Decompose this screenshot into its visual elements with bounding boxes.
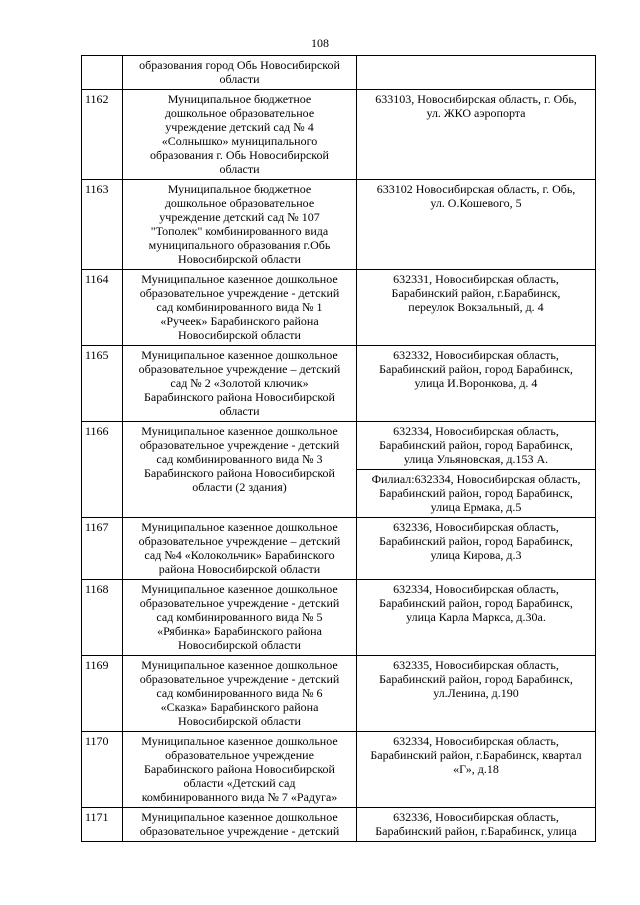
table-row: [82, 808, 596, 842]
institution-name: [123, 518, 357, 580]
institution-name: [123, 732, 357, 808]
institution-name-line: образовательное учреждение - детский: [139, 824, 340, 838]
address-line: ул.Ленина, д.190: [433, 686, 519, 700]
institution-address: [357, 732, 596, 808]
registry-table: [81, 55, 596, 842]
institution-address: [357, 656, 596, 732]
institution-address: [357, 56, 596, 90]
address-line: «Г», д.18: [453, 762, 499, 776]
institution-name-line: сад комбинированного вида № 3: [156, 452, 323, 466]
row-number: 1168: [82, 580, 123, 656]
table-row: [82, 180, 596, 270]
address-line: 632336, Новосибирская область,: [393, 520, 559, 534]
institution-name-line: Муниципальное казенное дошкольное: [141, 348, 338, 362]
institution-address: [357, 270, 596, 346]
institution-name-line: области (2 здания): [192, 480, 287, 494]
institution-name: [123, 808, 357, 842]
row-number: 1170: [82, 732, 123, 808]
address-line: Барабинский район, г.Барабинск, квартал: [370, 748, 582, 762]
address-line: 632334, Новосибирская область,: [393, 424, 559, 438]
institution-name-line: дошкольное образовательное: [164, 196, 315, 210]
institution-name-line: Новосибирской области: [178, 638, 301, 652]
institution-name: [123, 270, 357, 346]
address-line: ул. ЖКО аэропорта: [426, 106, 526, 120]
institution-name-line: Муниципальное казенное дошкольное: [141, 272, 338, 286]
table-row: [82, 90, 596, 180]
institution-name-line: Барабинского района Новосибирской: [144, 466, 335, 480]
institution-name-line: Муниципальное казенное дошкольное: [141, 520, 338, 534]
address-line: улица Ермака, д.5: [430, 500, 522, 514]
institution-name-line: Барабинского района Новосибирской: [144, 762, 335, 776]
institution-name-line: области «Детский сад: [183, 776, 296, 790]
address-line: 632336, Новосибирская область,: [393, 810, 559, 824]
address-line: 632332, Новосибирская область,: [393, 348, 559, 362]
institution-name-line: сад комбинированного вида № 5: [156, 610, 323, 624]
address-line: Барабинский район, город Барабинск,: [379, 362, 573, 376]
address-line: 632334, Новосибирская область,: [393, 734, 559, 748]
address-line: 633103, Новосибирская область, г. Обь,: [375, 92, 577, 106]
table-row: [82, 656, 596, 732]
address-line: 632331, Новосибирская область,: [393, 272, 559, 286]
institution-name: [123, 90, 357, 180]
institution-address: [357, 518, 596, 580]
row-number: 1164: [82, 270, 123, 346]
institution-name-line: Муниципальное казенное дошкольное: [141, 424, 338, 438]
institution-name: [123, 56, 357, 90]
address-line: Барабинский район, город Барабинск,: [379, 596, 573, 610]
table-row: [82, 518, 596, 580]
institution-name-line: образовательное учреждение - детский: [139, 596, 340, 610]
institution-address: [357, 580, 596, 656]
institution-name-line: дошкольное образовательное: [164, 106, 315, 120]
address-line: Барабинский район, город Барабинск,: [379, 534, 573, 548]
row-number: 1162: [82, 90, 123, 180]
institution-address: [357, 90, 596, 180]
institution-name-line: Муниципальное бюджетное: [167, 182, 312, 196]
institution-name-line: «Солнышко» муниципального: [161, 134, 318, 148]
institution-name-line: образования город Обь Новосибирской: [139, 58, 340, 72]
institution-name-line: сад № 2 «Золотой ключик»: [170, 376, 309, 390]
institution-name-line: «Рябинка» Барабинского района: [157, 624, 322, 638]
table-row: [82, 580, 596, 656]
address-line: Барабинский район, г.Барабинск, улица: [375, 824, 577, 838]
institution-name-line: муниципального образования г.Обь: [148, 238, 331, 252]
institution-name-line: "Тополек" комбинированного вида: [150, 224, 329, 238]
institution-name-line: Барабинского района Новосибирской: [144, 390, 335, 404]
institution-name: [123, 580, 357, 656]
institution-name-line: образовательное учреждение - детский: [139, 672, 340, 686]
row-number: 1167: [82, 518, 123, 580]
table-row: [82, 422, 596, 470]
table-row: [82, 270, 596, 346]
address-line: переулок Вокзальный, д. 4: [408, 300, 544, 314]
institution-name-line: учреждение детский сад № 107: [159, 210, 320, 224]
institution-name-line: сад №4 «Колокольчик» Барабинского: [144, 548, 335, 562]
institution-name-line: области: [219, 162, 260, 176]
institution-name-line: района Новосибирской области: [158, 562, 321, 576]
institution-name-line: Муниципальное казенное дошкольное: [141, 810, 338, 824]
institution-address: [357, 422, 596, 470]
institution-name-line: Муниципальное казенное дошкольное: [141, 734, 338, 748]
address-line: ул. О.Кошевого, 5: [430, 196, 522, 210]
institution-name-line: Новосибирской области: [178, 328, 301, 342]
institution-name-line: образовательное учреждение - детский: [139, 286, 340, 300]
institution-name-line: образования г. Обь Новосибирской: [150, 148, 329, 162]
institution-name: [123, 180, 357, 270]
address-line: Филиал:632334, Новосибирская область,: [371, 472, 581, 486]
address-line: Барабинский район, город Барабинск,: [379, 486, 573, 500]
address-line: Барабинский район, город Барабинск,: [379, 438, 573, 452]
institution-name-line: Новосибирской области: [178, 714, 301, 728]
row-number: 1165: [82, 346, 123, 422]
address-line: улица Карла Маркса, д.30а.: [406, 610, 546, 624]
institution-name-line: сад комбинированного вида № 1: [156, 300, 323, 314]
branch-address: [357, 470, 596, 518]
institution-name-line: Муниципальное казенное дошкольное: [141, 658, 338, 672]
institution-name-line: области: [219, 72, 260, 86]
row-number: 1166: [82, 422, 123, 518]
institution-name-line: Муниципальное бюджетное: [167, 92, 312, 106]
institution-name-line: «Сказка» Барабинского района: [160, 700, 319, 714]
institution-name-line: учреждение детский сад № 4: [165, 120, 314, 134]
institution-address: [357, 808, 596, 842]
institution-name: [123, 422, 357, 518]
table-row: [82, 732, 596, 808]
address-line: Барабинский район, г.Барабинск,: [391, 286, 561, 300]
address-line: 632335, Новосибирская область,: [393, 658, 559, 672]
address-line: 632334, Новосибирская область,: [393, 582, 559, 596]
table-row: [82, 56, 596, 90]
page-number: 108: [311, 36, 329, 50]
address-line: улица Ульяновская, д.153 А.: [403, 452, 549, 466]
address-line: 633102 Новосибирская область, г. Обь,: [376, 182, 576, 196]
address-line: улица И.Воронкова, д. 4: [414, 376, 538, 390]
row-number: [82, 56, 123, 90]
institution-address: [357, 180, 596, 270]
row-number: 1171: [82, 808, 123, 842]
row-number: 1169: [82, 656, 123, 732]
address-line: улица Кирова, д.3: [430, 548, 522, 562]
institution-address: [357, 346, 596, 422]
institution-name: [123, 656, 357, 732]
institution-name-line: «Ручеек» Барабинского района: [160, 314, 319, 328]
institution-name: [123, 346, 357, 422]
institution-name-line: Новосибирской области: [178, 252, 301, 266]
table-row: [82, 346, 596, 422]
institution-name-line: образовательное учреждение – детский: [138, 534, 341, 548]
institution-name-line: образовательное учреждение - детский: [139, 438, 340, 452]
address-line: Барабинский район, город Барабинск,: [379, 672, 573, 686]
institution-name-line: комбинированного вида № 7 «Радуга»: [141, 790, 338, 804]
institution-name-line: Муниципальное казенное дошкольное: [141, 582, 338, 596]
registry-table-body: [82, 56, 596, 842]
row-number: 1163: [82, 180, 123, 270]
institution-name-line: образовательное учреждение – детский: [138, 362, 341, 376]
institution-name-line: образовательное учреждение: [165, 748, 314, 762]
institution-name-line: сад комбинированного вида № 6: [156, 686, 323, 700]
institution-name-line: области: [219, 404, 260, 418]
